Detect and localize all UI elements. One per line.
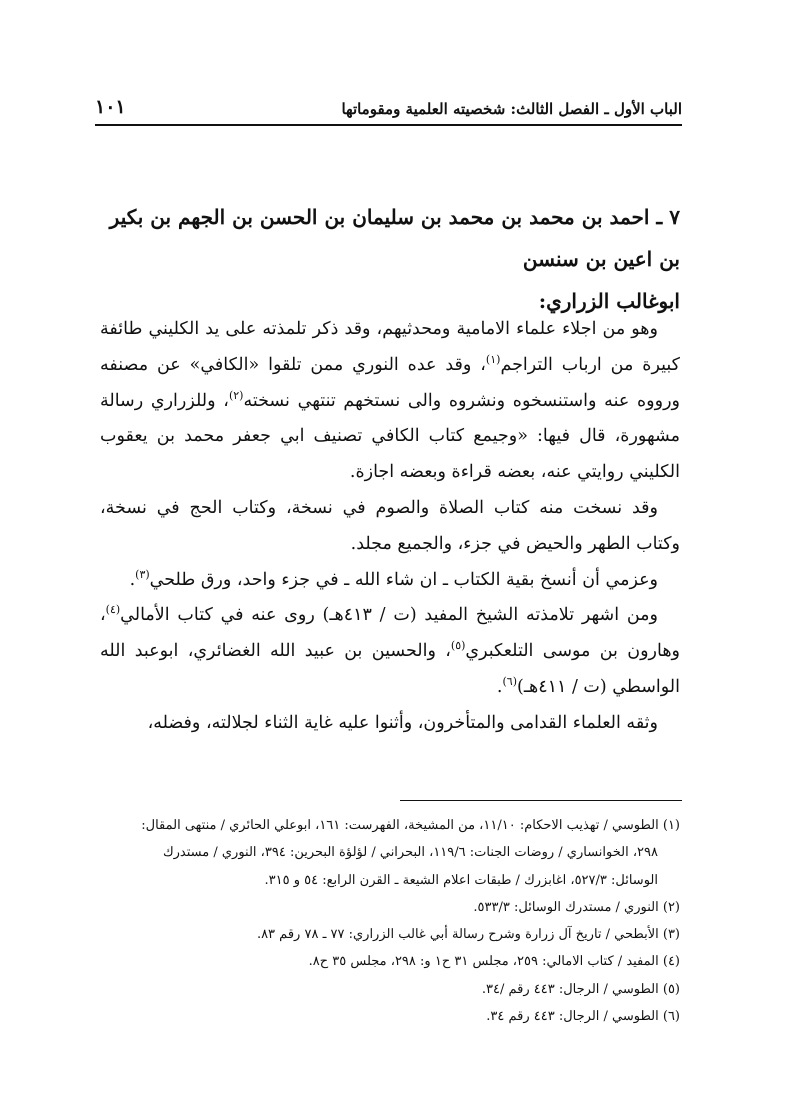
paragraph-3 [100,563,680,599]
footnote-1-line-2: ٢٩٨، الخوانساري / روضات الجنات: ١١٩/٦، البحراني / لؤلؤة البحرين: ٣٩٤، النوري / مستدرك [162,845,658,861]
footnote-ref-2: (٢) [228,388,244,402]
footnote-ref-6: (٦) [502,675,518,689]
paragraph-4 [100,598,680,705]
running-header [95,88,682,118]
paragraph-5: وثقه العلماء القدامى والمتأخرون، وأثنوا عليه غاية الثناء لجلالته، وفضله، [147,712,658,733]
paragraph-3-part-a: وعزمي أن أنسخ بقية الكتاب ـ ان شاء الله ـ في جزء واحد، ورق طلحي [149,569,658,590]
body-text [100,312,680,742]
footnote-2: (٢) النوري / مستدرك الوسائل: ٥٣٣/٣. [473,899,680,915]
paragraph-2: وقد نسخت منه كتاب الصلاة والصوم في نسخة، وكتاب الحج في نسخة، وكتاب الطهر والحيض في جزء، والجميع مجلد. [100,497,680,554]
footnote-separator [400,800,682,801]
paragraph-4-part-d: . [496,676,503,697]
footnote-ref-3: (٣) [135,567,150,581]
footnotes [100,812,680,1030]
footnote-ref-5: (٥) [450,639,466,653]
section-heading [100,196,680,322]
paragraph-3-part-b: . [129,569,136,590]
footnote-3: (٣) الأبطحي / تاريخ آل زرارة وشرح رسالة أبي غالب الزراري: ٧٧ ـ ٧٨ رقم ٨٣. [256,927,680,943]
header-rule [95,124,682,126]
paragraph-4-part-c: ، والحسين بن عبيد الله الغضائري، ابوعبد الله الواسطي (ت / ٤١١هـ) [100,641,680,697]
paragraph-1-part-b: ، وقد عده النوري ممن تلقوا «الكافي» عن مصنفه ورووه عنه واستنسخوه ونشروه والى نستخهم تنتهي نسخته [100,354,680,411]
paragraph-1-part-c: ، وللزراري رسالة مشهورة، قال فيها: «وجيمع كتاب الكافي تصنيف ابي جعفر محمد بن يعقوب الكليني روايتي عنه، بعضه قراءة وبعضه اجازة. [100,390,680,483]
paragraph-1-part-a: وهو من اجلاء علماء الامامية ومحدثيهم، وقد ذكر تلمذته على يد الكليني طائفة كبيرة من ارباب التراجم [100,319,680,375]
footnote-ref-4: (٤) [105,603,121,617]
running-header-title: الباب الأول ـ الفصل الثالث: شخصيته العلمية ومقوماتها [341,100,682,118]
footnote-1-line-3: الوسائل: ٥٢٧/٣، اغابزرك / طبقات اعلام الشيعة ـ القرن الرابع: ٥٤ و ٣١٥. [264,872,658,888]
paragraph-1 [100,312,680,491]
footnote-1-line-1: (١) الطوسي / تهذيب الاحكام: ١١/١٠، من المشيخة، الفهرست: ١٦١، ابوعلي الحائري / منتهى المقال: [141,818,680,833]
footnote-5: (٥) الطوسي / الرجال: ٤٤٣ رقم /٣٤. [481,981,680,997]
footnote-6: (٦) الطوسي / الرجال: ٤٤٣ رقم ٣٤. [486,1009,680,1025]
section-heading-line-2: ابوغالب الزراري: [538,289,680,313]
page-number: ١٠١ [95,96,126,118]
footnote-4: (٤) المفيد / كتاب الامالي: ٢٥٩، مجلس ٣١ ح١ و: ٢٩٨، مجلس ٣٥ ح٨. [308,954,680,970]
paragraph-4-part-a: ومن اشهر تلامذته الشيخ المفيد (ت / ٤١٣هـ) روى عنه في كتاب الأمالي [120,605,658,626]
section-heading-line-1: ٧ ـ احمد بن محمد بن محمد بن سليمان بن الحسن بن الجهم بن بكير بن اعين بن سنسن [109,205,680,271]
paragraph-4-part-b: ، وهارون بن موسى التلعكبري [100,605,681,662]
footnote-ref-1: (١) [485,352,501,366]
